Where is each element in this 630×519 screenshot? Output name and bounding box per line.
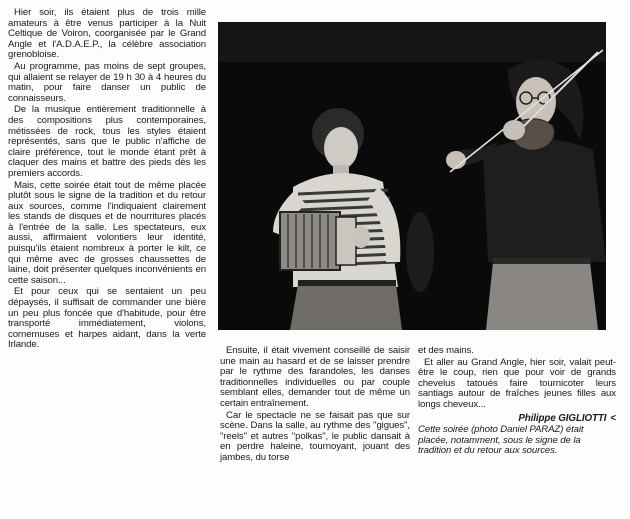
caption-text: Cette soirée (photo Daniel PARAZ) était placée, notamment, sous le signe de la tradition et du retour aux sources. (418, 424, 584, 457)
article-column-middle (220, 346, 410, 511)
paragraph: Et pour ceux qui se sentaient un peu dépaysés, il suffisait de commander une bière un peu plus foncée que d'habitude, pour être transporté immédiatement, violons, cornemuses et harpes aidant, dans la verte Irlande. (8, 286, 206, 351)
author-name: Philippe GIGLIOTTI (518, 412, 607, 424)
paragraph: Hier soir, ils étaient plus de trois mille amateurs à être venus participer à la Nuit Celtique de Voiron, coorganisée par le Grand Angle et l'A.D.A.E.P., la célèbre association grenobloise. (8, 7, 206, 61)
paragraph: Mais, cette soirée était tout de même placée plutôt sous le signe de la tradition et du retour aux sources, comme l'indiquaient clairement les stands de disques et de nourritures placés à l'entrée de la salle. Les spectateurs, eux aussi, affirmaient volontiers leur identité, puisqu'ils étaient nombreux à porter le kilt, ce qui même avec de grosses chaussettes de laine, doit présenter quelques inconvénients en cette saison... (8, 179, 206, 286)
paragraph: Car le spectacle ne se faisait pas que sur scène. Dans la salle, au rythme des "gigues", "reels" et autres "polkas", le public dansait à en perdre haleine, tournoyant, jouant des jambes, du torse (220, 409, 410, 463)
byline-mark: < (610, 412, 616, 424)
paragraph: Et aller au Grand Angle, hier soir, valait peut-être le coup, rien que pour voir de grands chevelus tatoués faire tournicoter leurs santiags autour de fraîches jeunes filles aux longs cheveux... (418, 356, 616, 410)
article-column-left (8, 8, 206, 513)
paragraph: Ensuite, il était vivement conseillé de saisir une main au hasard et de se laisser prendre par le rythme des farandoles, les danses traditionnelles individuelles ou par couple semblant elles, demander tout de même un certain entraînement. (220, 345, 410, 409)
article-column-right (418, 346, 616, 511)
paragraph: Au programme, pas moins de sept groupes, qui allaient se relayer de 19 h 30 à 4 heures du matin, pour faire danser un public de connaisseurs. (8, 60, 206, 104)
photo-caption (418, 425, 616, 457)
concert-photo (218, 22, 606, 330)
author-byline (418, 414, 616, 425)
musicians-photo-illustration (218, 22, 606, 330)
paragraph: De la musique entièrement traditionnelle à des compositions plus contemporaines, métissées de rock, tous les styles étaient représentés, sans que le public n'affiche de claire préférence, tout le monde étant prêt à claquer des mains et battre des pieds dès les premiers accords. (8, 104, 206, 179)
paragraph: et des mains. (418, 345, 474, 356)
